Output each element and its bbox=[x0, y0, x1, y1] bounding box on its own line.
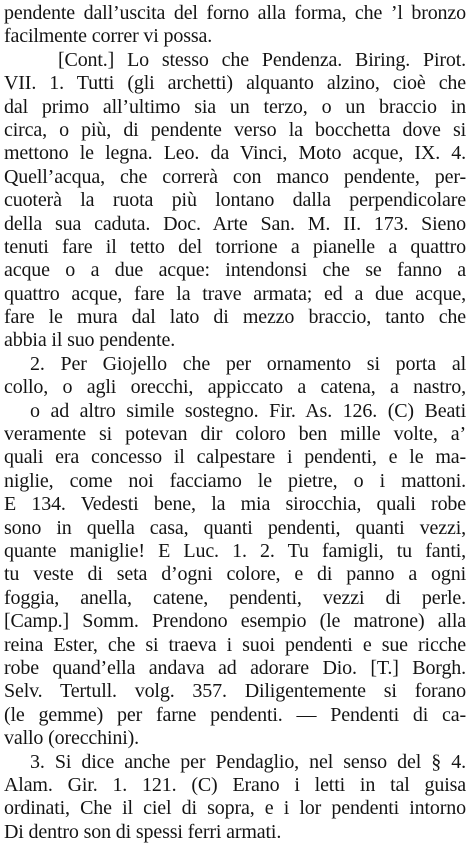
text-line: vallo (orecchini). bbox=[4, 727, 140, 750]
text-line: reina Ester, che si traeva i suoi pendenti e sue ricche bbox=[4, 633, 466, 656]
text-line: Selv. Tertull. volg. 357. Diligentemente si forano bbox=[4, 680, 466, 703]
text-line: 2. Per Giojello che per ornamento si porta al bbox=[30, 352, 466, 375]
text-line: quante maniglie! E Luc. 1. 2. Tu famigli, tu fanti, bbox=[4, 539, 466, 562]
text-line: tenuti fare il tetto del torrione a pianelle a quattro bbox=[4, 235, 466, 258]
text-line: collo, o agli orecchi, appiccato a catena, a nastro, bbox=[4, 376, 466, 399]
text-line: VII. 1. Tutti (gli archetti) alquanto alzino, cioè che bbox=[4, 72, 466, 95]
text-line: abbia il suo pendente. bbox=[4, 329, 176, 352]
text-line: cuoterà la ruota più lontano dalla perpendicolare bbox=[4, 189, 466, 212]
text-line: sono in quella casa, quanti pendenti, quanti vezzi, bbox=[4, 516, 466, 539]
text-line: (le gemme) per farne pendenti. — Pendenti di ca- bbox=[4, 703, 466, 726]
text-line: pendente dall’uscita del forno alla forma, che ’l bronzo bbox=[4, 2, 466, 24]
text-line: foggia, anella, catene, pendenti, vezzi di perle. bbox=[4, 586, 466, 609]
text-line: Di dentro son di spessi ferri armati. bbox=[4, 820, 282, 843]
text-line: della sua caduta. Doc. Arte San. M. II. 173. Sieno bbox=[4, 212, 466, 235]
text-line: Quell’acqua, che correrà con manco pendente, per- bbox=[4, 165, 466, 188]
text-line: ordinati, Che il ciel di sopra, e i lor pendenti intorno bbox=[4, 797, 466, 820]
text-line: acque o a due acque: intendonsi che se fanno a bbox=[4, 259, 466, 282]
text-line: quattro acque, fare la trave armata; ed a due acque, bbox=[4, 282, 466, 305]
text-line: facilmente correr vi possa. bbox=[4, 25, 213, 48]
text-line: Alam. Gir. 1. 121. (C) Erano i letti in tal guisa bbox=[4, 773, 466, 796]
text-line: fare le mura dal lato di mezzo braccio, tanto che bbox=[4, 306, 466, 329]
text-line: circa, o più, di pendente verso la bocchetta dove si bbox=[4, 118, 466, 141]
text-line: mettono le legna. Leo. da Vinci, Moto acque, IX. 4. bbox=[4, 142, 466, 165]
text-line: veramente si potevan dir coloro ben mille volte, a’ bbox=[4, 423, 466, 446]
text-line: robe quand’ella andava ad adorare Dio. [T.] Borgh. bbox=[4, 656, 466, 679]
text-line: 3. Si dice anche per Pendaglio, nel senso del § 4. bbox=[30, 750, 466, 773]
text-line: dal primo all’ultimo sia un terzo, o un braccio in bbox=[4, 95, 466, 118]
text-line: tu veste di seta d’ogni colore, e di panno a ogni bbox=[4, 563, 466, 586]
text-line: quali era concesso il calpestare i pendenti, e le ma- bbox=[4, 446, 466, 469]
text-line: [Camp.] Somm. Prendono esempio (le matrone) alla bbox=[4, 610, 466, 633]
text-line: E 134. Vedesti bene, la mia sirocchia, quali robe bbox=[4, 493, 466, 516]
text-line: [Cont.] Lo stesso che Pendenza. Biring. Pirot. bbox=[58, 48, 466, 71]
text-line: niglie, come noi facciamo le pietre, o i mattoni. bbox=[4, 469, 466, 492]
text-line: o ad altro simile sostegno. Fir. As. 126. (C) Beati bbox=[30, 399, 466, 422]
